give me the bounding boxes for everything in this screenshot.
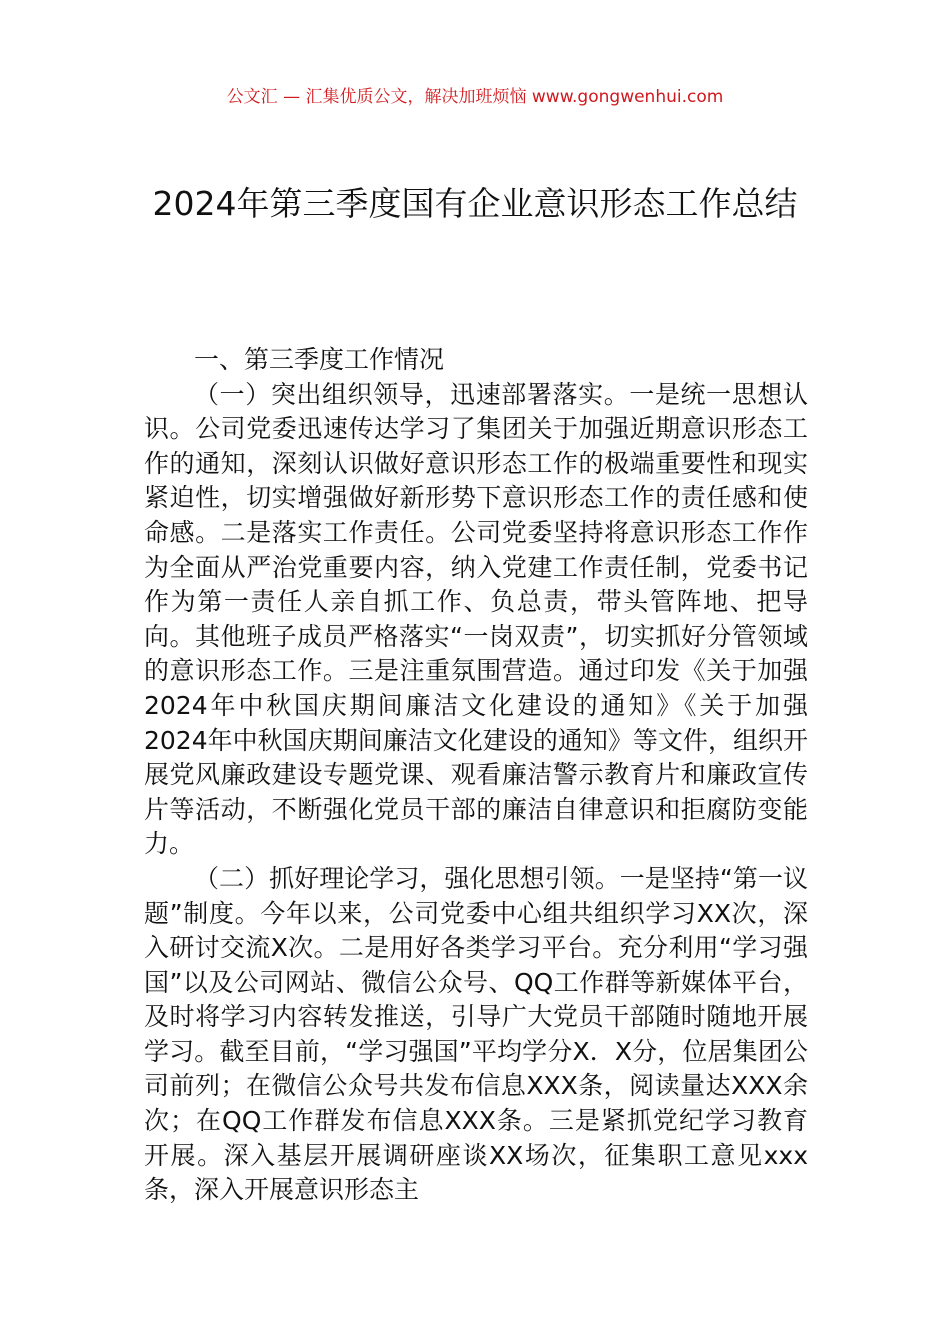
header-banner: 公文汇 — 汇集优质公文，解决加班烦恼 www.gongwenhui.com [226,87,724,107]
section-heading: 一、第三季度工作情况 [194,345,445,374]
paragraph-2: （二）抓好理论学习，强化思想引领。一是坚持“第一议题”制度。今年以来，公司党委中心组共组织学习XX次，深入研讨交流X次。二是用好各类学习平台。充分利用“学习强国”以及公司网站、微信公众号、QQ工作群等新媒体平台，及时将学习内容转发推送，引导广大党员干部随时随地开展学习。截至目前，“学习强国”平均学分X．X分，位居集团公司前列；在微信公众号共发布信息XXX条，阅读量达XXX余次；在QQ工作群发布信息XXX条。三是紧抓党纪学习教育开展。深入基层开展调研座谈XX场次，征集职工意见xxx条，深入开展意识形态主 [144,863,808,1205]
document-title: 2024年第三季度国有企业意识形态工作总结 [152,184,798,223]
document-body [144,343,808,1208]
paragraph-1: （一）突出组织领导，迅速部署落实。一是统一思想认识。公司党委迅速传达学习了集团关于加强近期意识形态工作的通知，深刻认识做好意识形态工作的极端重要性和现实紧迫性，切实增强做好新形势下意识形态工作的责任感和使命感。二是落实工作责任。公司党委坚持将意识形态工作作为全面从严治党重要内容，纳入党建工作责任制，党委书记作为第一责任人亲自抓工作、负总责，带头管阵地、把导向。其他班子成员严格落实“一岗双责”，切实抓好分管领域的意识形态工作。三是注重氛围营造。通过印发《关于加强2024年中秋国庆期间廉洁文化建设的通知》《关于加强2024年中秋国庆期间廉洁文化建设的通知》等文件，组织开展党风廉政建设专题党课、观看廉洁警示教育片和廉政宣传片等活动，不断强化党员干部的廉洁自律意识和拒腐防变能力。 [144,379,808,859]
